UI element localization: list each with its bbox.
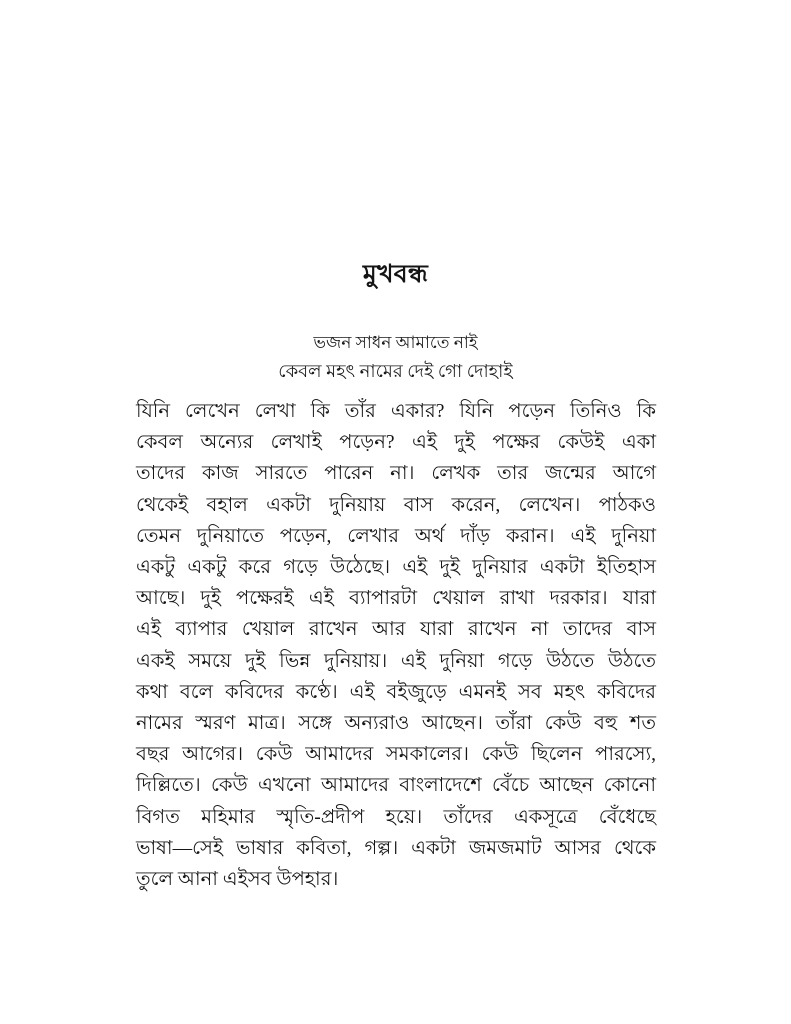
body-line: এই ব্যাপার খেয়াল রাখেন আর যারা রাখেন না তাদের বাস: [136, 619, 656, 641]
body-line: থেকেই বহাল একটা দুনিয়ায় বাস করেন, লেখেন। পাঠকও: [136, 494, 656, 516]
body-line: দিল্লিতে। কেউ এখনো আমাদের বাংলাদেশে বেঁচে আছেন কোনো: [136, 775, 656, 797]
body-line: তেমন দুনিয়াতে পড়েন, লেখার অর্থ দাঁড় করান। এই দুনিয়া: [136, 525, 656, 547]
body-line: কেবল অন্যের লেখাই পড়েন? এই দুই পক্ষের কেউই একা: [136, 432, 656, 454]
body-line: বছর আগের। কেউ আমাদের সমকালের। কেউ ছিলেন পারস্যে,: [136, 744, 656, 766]
body-line: কথা বলে কবিদের কণ্ঠে। এই বইজুড়ে এমনই সব মহৎ কবিদের: [136, 681, 656, 703]
page-title: মুখবন্ধ: [362, 261, 429, 288]
epigraph-line: কেবল মহৎ নামের দেই গো দোহাই: [278, 361, 513, 381]
body-line: ভাষা—সেই ভাষার কবিতা, গল্প। একটা জমজমাট আসর থেকে: [136, 837, 656, 859]
body-line: যিনি লেখেন লেখা কি তাঁর একার? যিনি পড়েন তিনিও কি: [136, 401, 656, 422]
body-line: বিগত মহিমার স্মৃতি-প্রদীপ হয়ে। তাঁদের একসূত্রে বেঁধেছে: [136, 806, 656, 828]
body-line: একই সময়ে দুই ভিন্ন দুনিয়ায়। এই দুনিয়া গড়ে উঠতে উঠতে: [136, 650, 656, 672]
epigraph: [0, 328, 791, 386]
body-line: নামের স্মরণ মাত্র। সঙ্গে অন্যরাও আছেন। তাঁরা কেউ বহু শত: [136, 713, 656, 735]
body-line: তাদের কাজ সারতে পারেন না। লেখক তার জন্মের আগে: [136, 463, 656, 485]
epigraph-line: ভজন সাধন আমাতে নাই: [313, 333, 478, 352]
body-line: একটু একটু করে গড়ে উঠেছে। এই দুই দুনিয়ার একটা ইতিহাস: [136, 557, 656, 579]
body-line: তুলে আনা এইসব উপহার।: [136, 869, 339, 891]
body-paragraph: [136, 396, 656, 895]
body-line: আছে। দুই পক্ষেরই এই ব্যাপারটা খেয়াল রাখা দরকার। যারা: [136, 588, 656, 610]
